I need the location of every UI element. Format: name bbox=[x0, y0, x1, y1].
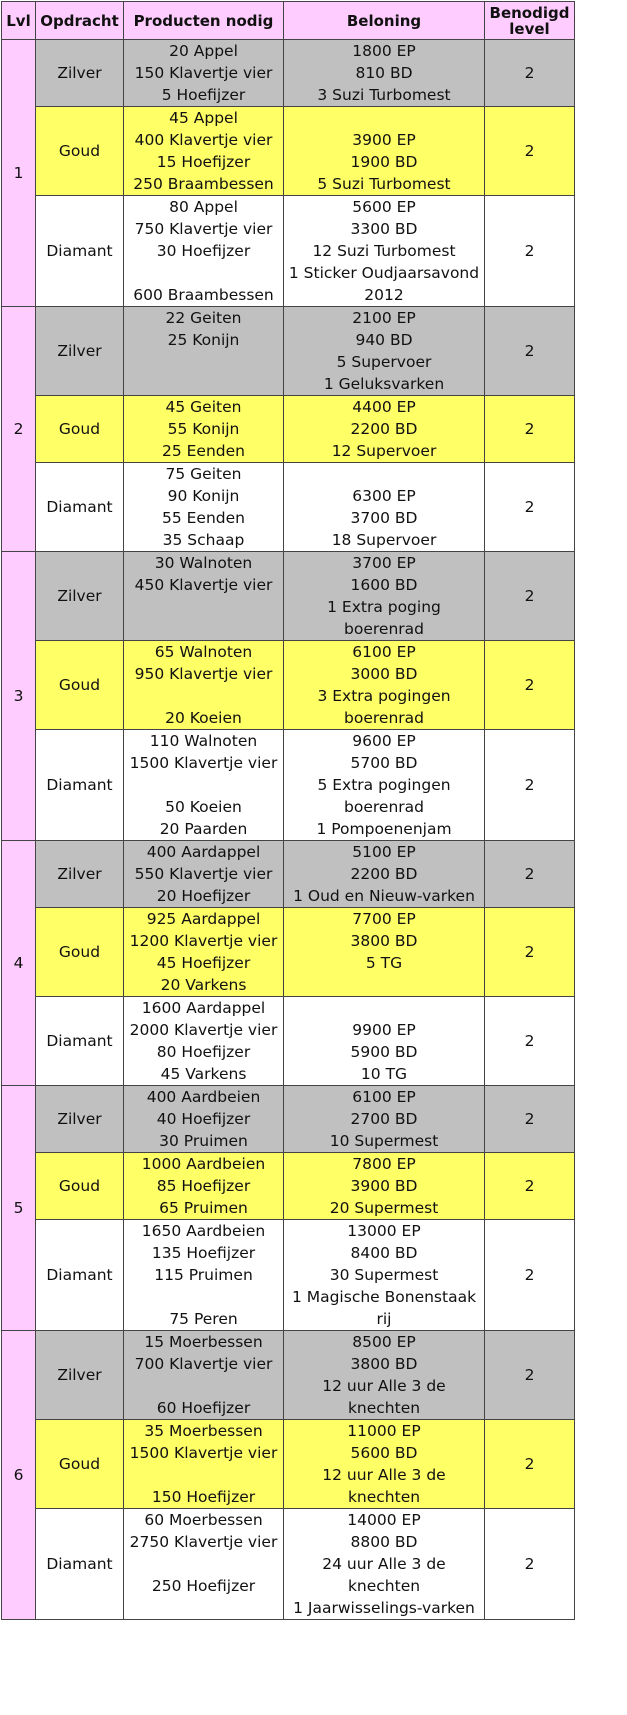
table-row bbox=[2, 107, 575, 196]
product-line: 110 Walnoten bbox=[149, 732, 258, 750]
tier-cell: Goud bbox=[36, 1153, 124, 1220]
product-line: 65 Pruimen bbox=[159, 1199, 248, 1217]
reward-line: 810 BD bbox=[355, 64, 413, 82]
rewards-cell bbox=[284, 997, 485, 1086]
reward-line: 7700 EP bbox=[352, 910, 416, 928]
reward-line: 3 Extra pogingen bbox=[317, 687, 451, 705]
product-line bbox=[124, 685, 283, 707]
level-cell: 1 bbox=[2, 40, 36, 307]
products-cell bbox=[124, 1153, 284, 1220]
product-line: 1200 Klavertje vier bbox=[129, 932, 278, 950]
product-line: 250 Braambessen bbox=[133, 175, 274, 193]
product-line: 35 Schaap bbox=[162, 531, 245, 549]
product-line bbox=[124, 1464, 283, 1486]
table-row bbox=[2, 307, 575, 396]
header-benodigd bbox=[485, 2, 575, 40]
tier-cell: Diamant bbox=[36, 196, 124, 307]
reward-line: 1 Pompoenenjam bbox=[316, 820, 452, 838]
product-line: 925 Aardappel bbox=[146, 910, 261, 928]
required-level-cell: 2 bbox=[485, 552, 575, 641]
rewards-cell bbox=[284, 1420, 485, 1509]
required-level-cell: 2 bbox=[485, 841, 575, 908]
reward-line: 8500 EP bbox=[352, 1333, 416, 1351]
products-cell bbox=[124, 463, 284, 552]
level-cell: 2 bbox=[2, 307, 36, 552]
tier-cell: Goud bbox=[36, 641, 124, 730]
product-line: 115 Pruimen bbox=[154, 1266, 253, 1284]
rewards-cell bbox=[284, 1509, 485, 1620]
reward-line: 18 Supervoer bbox=[331, 531, 437, 549]
product-line: 15 Hoefijzer bbox=[156, 153, 251, 171]
product-line: 65 Walnoten bbox=[154, 643, 253, 661]
product-line: 90 Konijn bbox=[167, 487, 240, 505]
reward-line: knechten bbox=[347, 1577, 421, 1595]
table-row bbox=[2, 1220, 575, 1331]
product-line bbox=[124, 1597, 283, 1619]
required-level-cell: 2 bbox=[485, 1086, 575, 1153]
reward-line: 6100 EP bbox=[352, 1088, 416, 1106]
reward-line: 12 Supervoer bbox=[331, 442, 437, 460]
header-beloning: Beloning bbox=[284, 2, 485, 40]
product-line: 2750 Klavertje vier bbox=[129, 1533, 278, 1551]
product-line: 75 Geiten bbox=[165, 465, 242, 483]
product-line: 5 Hoefijzer bbox=[161, 86, 246, 104]
rewards-cell bbox=[284, 196, 485, 307]
reward-line: 1 Magische Bonenstaak bbox=[291, 1288, 477, 1306]
product-line: 60 Hoefijzer bbox=[156, 1399, 251, 1417]
rewards-cell bbox=[284, 552, 485, 641]
product-line: 450 Klavertje vier bbox=[134, 576, 273, 594]
product-line: 45 Hoefijzer bbox=[156, 954, 251, 972]
tier-cell: Zilver bbox=[36, 1331, 124, 1420]
product-line: 400 Aardbeien bbox=[146, 1088, 261, 1106]
rewards-cell bbox=[284, 641, 485, 730]
reward-line: boerenrad bbox=[344, 798, 424, 816]
product-line bbox=[124, 596, 283, 618]
product-line: 40 Hoefijzer bbox=[156, 1110, 251, 1128]
reward-line: 5 TG bbox=[365, 954, 403, 972]
product-line: 30 Walnoten bbox=[154, 554, 253, 572]
product-line: 1000 Aardbeien bbox=[141, 1155, 266, 1173]
reward-line: 20 Supermest bbox=[329, 1199, 439, 1217]
level-cell: 5 bbox=[2, 1086, 36, 1331]
product-line: 55 Konijn bbox=[167, 420, 240, 438]
rewards-cell bbox=[284, 1331, 485, 1420]
table-row bbox=[2, 1153, 575, 1220]
table-body bbox=[2, 40, 575, 1620]
reward-line bbox=[284, 974, 484, 996]
product-line bbox=[124, 262, 283, 284]
reward-line bbox=[284, 463, 484, 485]
required-level-cell: 2 bbox=[485, 641, 575, 730]
product-line: 700 Klavertje vier bbox=[134, 1355, 273, 1373]
reward-line bbox=[284, 107, 484, 129]
reward-line: 8400 BD bbox=[350, 1244, 418, 1262]
header-benodigd-line: level bbox=[509, 19, 550, 38]
reward-line: rij bbox=[376, 1310, 392, 1328]
products-cell bbox=[124, 40, 284, 107]
tier-cell: Zilver bbox=[36, 40, 124, 107]
reward-line: boerenrad bbox=[344, 709, 424, 727]
required-level-cell: 2 bbox=[485, 307, 575, 396]
product-line bbox=[124, 618, 283, 640]
required-level-cell: 2 bbox=[485, 730, 575, 841]
required-level-cell: 2 bbox=[485, 396, 575, 463]
reward-line: 5 Supervoer bbox=[336, 353, 432, 371]
reward-line: 3300 BD bbox=[350, 220, 418, 238]
reward-line: 24 uur Alle 3 de bbox=[322, 1555, 446, 1573]
product-line: 1650 Aardbeien bbox=[141, 1222, 266, 1240]
reward-line: 2200 BD bbox=[350, 420, 418, 438]
table-row bbox=[2, 40, 575, 107]
reward-line: 12 uur Alle 3 de bbox=[322, 1377, 446, 1395]
product-line: 25 Konijn bbox=[167, 331, 240, 349]
reward-line: 12 Suzi Turbomest bbox=[312, 242, 456, 260]
reward-line bbox=[284, 997, 484, 1019]
table-row bbox=[2, 463, 575, 552]
header-producten: Producten nodig bbox=[124, 2, 284, 40]
reward-line: boerenrad bbox=[344, 620, 424, 638]
product-line: 80 Appel bbox=[169, 198, 238, 216]
reward-line: 9900 EP bbox=[352, 1021, 416, 1039]
product-line: 20 Varkens bbox=[160, 976, 247, 994]
reward-line: 3900 EP bbox=[352, 131, 416, 149]
table-row bbox=[2, 730, 575, 841]
required-level-cell: 2 bbox=[485, 1331, 575, 1420]
reward-line: 1 Sticker Oudjaarsavond bbox=[288, 264, 480, 282]
product-line: 85 Hoefijzer bbox=[156, 1177, 251, 1195]
reward-line: 30 Supermest bbox=[329, 1266, 439, 1284]
rewards-cell bbox=[284, 307, 485, 396]
product-line bbox=[124, 373, 283, 395]
rewards-cell bbox=[284, 396, 485, 463]
product-line: 30 Hoefijzer bbox=[156, 242, 251, 260]
reward-line: 2200 BD bbox=[350, 865, 418, 883]
product-line: 20 Paarden bbox=[159, 820, 248, 838]
product-line: 22 Geiten bbox=[165, 309, 242, 327]
reward-line: 940 BD bbox=[355, 331, 413, 349]
tier-cell: Diamant bbox=[36, 997, 124, 1086]
reward-line: 2700 BD bbox=[350, 1110, 418, 1128]
reward-line: 1800 EP bbox=[352, 42, 416, 60]
product-line: 250 Hoefijzer bbox=[151, 1577, 256, 1595]
table-row bbox=[2, 1086, 575, 1153]
table-row bbox=[2, 552, 575, 641]
reward-line: 1 Extra poging bbox=[327, 598, 441, 616]
reward-line: 12 uur Alle 3 de bbox=[322, 1466, 446, 1484]
reward-line: 6300 EP bbox=[352, 487, 416, 505]
product-line: 950 Klavertje vier bbox=[134, 665, 273, 683]
product-line: 1600 Aardappel bbox=[141, 999, 266, 1017]
rewards-cell bbox=[284, 1220, 485, 1331]
reward-line: 5100 EP bbox=[352, 843, 416, 861]
product-line: 150 Hoefijzer bbox=[151, 1488, 256, 1506]
product-line: 400 Klavertje vier bbox=[134, 131, 273, 149]
reward-line: 4400 EP bbox=[352, 398, 416, 416]
product-line: 75 Peren bbox=[169, 1310, 238, 1328]
product-line: 1500 Klavertje vier bbox=[129, 754, 278, 772]
level-cell: 3 bbox=[2, 552, 36, 841]
table-row bbox=[2, 997, 575, 1086]
reward-line: 1600 BD bbox=[350, 576, 418, 594]
reward-line: 1 Geluksvarken bbox=[323, 375, 445, 393]
reward-line: 11000 EP bbox=[347, 1422, 421, 1440]
products-cell bbox=[124, 1331, 284, 1420]
required-level-cell: 2 bbox=[485, 1153, 575, 1220]
products-cell bbox=[124, 841, 284, 908]
product-line bbox=[124, 1286, 283, 1308]
product-line: 55 Eenden bbox=[161, 509, 245, 527]
table-row bbox=[2, 396, 575, 463]
tier-cell: Zilver bbox=[36, 552, 124, 641]
products-cell bbox=[124, 1509, 284, 1620]
tier-cell: Zilver bbox=[36, 1086, 124, 1153]
product-line: 20 Hoefijzer bbox=[156, 887, 251, 905]
rewards-cell bbox=[284, 463, 485, 552]
product-line: 60 Moerbessen bbox=[144, 1511, 263, 1529]
rewards-cell bbox=[284, 1086, 485, 1153]
table-row bbox=[2, 841, 575, 908]
header-benodigd-line: Benodigd bbox=[489, 3, 570, 22]
reward-line: 5 Extra pogingen bbox=[317, 776, 451, 794]
table-row bbox=[2, 641, 575, 730]
tier-cell: Diamant bbox=[36, 463, 124, 552]
table-row bbox=[2, 1509, 575, 1620]
products-cell bbox=[124, 1086, 284, 1153]
reward-line: 3700 EP bbox=[352, 554, 416, 572]
product-line: 15 Moerbessen bbox=[144, 1333, 263, 1351]
product-line: 25 Eenden bbox=[161, 442, 245, 460]
reward-line: 5 Suzi Turbomest bbox=[317, 175, 451, 193]
reward-line: 1 Oud en Nieuw-varken bbox=[293, 887, 475, 905]
reward-line: 9600 EP bbox=[352, 732, 416, 750]
level-cell: 4 bbox=[2, 841, 36, 1086]
reward-line: 10 TG bbox=[360, 1065, 408, 1083]
product-line: 2000 Klavertje vier bbox=[129, 1021, 278, 1039]
product-line bbox=[124, 351, 283, 373]
header-lvl: Lvl bbox=[2, 2, 36, 40]
products-cell bbox=[124, 1220, 284, 1331]
reward-line: 3 Suzi Turbomest bbox=[317, 86, 451, 104]
product-line bbox=[124, 1553, 283, 1575]
reward-line: 10 Supermest bbox=[329, 1132, 439, 1150]
product-line: 550 Klavertje vier bbox=[134, 865, 273, 883]
reward-line: 3000 BD bbox=[350, 665, 418, 683]
header-row bbox=[2, 2, 575, 40]
products-cell bbox=[124, 908, 284, 997]
required-level-cell: 2 bbox=[485, 196, 575, 307]
product-line: 20 Koeien bbox=[165, 709, 242, 727]
product-line bbox=[124, 774, 283, 796]
product-line: 45 Varkens bbox=[160, 1065, 247, 1083]
reward-line: 3800 BD bbox=[350, 1355, 418, 1373]
product-line: 750 Klavertje vier bbox=[134, 220, 273, 238]
products-cell bbox=[124, 107, 284, 196]
tier-cell: Goud bbox=[36, 908, 124, 997]
rewards-cell bbox=[284, 730, 485, 841]
table-row bbox=[2, 196, 575, 307]
tier-cell: Zilver bbox=[36, 841, 124, 908]
tier-cell: Zilver bbox=[36, 307, 124, 396]
reward-line: 13000 EP bbox=[347, 1222, 421, 1240]
level-cell: 6 bbox=[2, 1331, 36, 1620]
tier-cell: Diamant bbox=[36, 1220, 124, 1331]
required-level-cell: 2 bbox=[485, 997, 575, 1086]
reward-line: 1900 BD bbox=[350, 153, 418, 171]
reward-line: 5700 BD bbox=[350, 754, 418, 772]
products-cell bbox=[124, 641, 284, 730]
reward-line: 2100 EP bbox=[352, 309, 416, 327]
reward-line: 3700 BD bbox=[350, 509, 418, 527]
rewards-cell bbox=[284, 107, 485, 196]
products-cell bbox=[124, 552, 284, 641]
required-level-cell: 2 bbox=[485, 908, 575, 997]
rewards-cell bbox=[284, 841, 485, 908]
reward-line: 1 Jaarwisselings-varken bbox=[293, 1599, 475, 1617]
reward-line: 7800 EP bbox=[352, 1155, 416, 1173]
reward-line: 2012 bbox=[364, 286, 404, 304]
product-line: 35 Moerbessen bbox=[144, 1422, 263, 1440]
products-cell bbox=[124, 307, 284, 396]
required-level-cell: 2 bbox=[485, 463, 575, 552]
tier-cell: Goud bbox=[36, 107, 124, 196]
product-line: 1500 Klavertje vier bbox=[129, 1444, 278, 1462]
products-cell bbox=[124, 730, 284, 841]
reward-line: 3900 BD bbox=[350, 1177, 418, 1195]
product-line: 20 Appel bbox=[169, 42, 238, 60]
product-line bbox=[124, 1375, 283, 1397]
rewards-cell bbox=[284, 40, 485, 107]
required-level-cell: 2 bbox=[485, 1220, 575, 1331]
tier-cell: Diamant bbox=[36, 730, 124, 841]
tier-cell: Goud bbox=[36, 396, 124, 463]
reward-line: 8800 BD bbox=[350, 1533, 418, 1551]
product-line: 135 Hoefijzer bbox=[151, 1244, 256, 1262]
required-level-cell: 2 bbox=[485, 40, 575, 107]
reward-line: 5600 BD bbox=[350, 1444, 418, 1462]
tier-cell: Goud bbox=[36, 1420, 124, 1509]
reward-line: 6100 EP bbox=[352, 643, 416, 661]
products-cell bbox=[124, 997, 284, 1086]
product-line: 45 Geiten bbox=[165, 398, 242, 416]
product-line: 50 Koeien bbox=[165, 798, 242, 816]
product-line: 150 Klavertje vier bbox=[134, 64, 273, 82]
table-row bbox=[2, 1420, 575, 1509]
reward-line: 5900 BD bbox=[350, 1043, 418, 1061]
product-line: 45 Appel bbox=[169, 109, 238, 127]
header-opdracht: Opdracht bbox=[36, 2, 124, 40]
quest-table bbox=[1, 1, 575, 1620]
reward-line: knechten bbox=[347, 1488, 421, 1506]
product-line: 600 Braambessen bbox=[133, 286, 274, 304]
products-cell bbox=[124, 1420, 284, 1509]
products-cell bbox=[124, 396, 284, 463]
table-row bbox=[2, 1331, 575, 1420]
product-line: 80 Hoefijzer bbox=[156, 1043, 251, 1061]
required-level-cell: 2 bbox=[485, 1509, 575, 1620]
rewards-cell bbox=[284, 908, 485, 997]
table-row bbox=[2, 908, 575, 997]
reward-line: 14000 EP bbox=[347, 1511, 421, 1529]
product-line: 400 Aardappel bbox=[146, 843, 261, 861]
rewards-cell bbox=[284, 1153, 485, 1220]
required-level-cell: 2 bbox=[485, 107, 575, 196]
products-cell bbox=[124, 196, 284, 307]
reward-line: 3800 BD bbox=[350, 932, 418, 950]
required-level-cell: 2 bbox=[485, 1420, 575, 1509]
tier-cell: Diamant bbox=[36, 1509, 124, 1620]
reward-line: 5600 EP bbox=[352, 198, 416, 216]
reward-line: knechten bbox=[347, 1399, 421, 1417]
product-line: 30 Pruimen bbox=[159, 1132, 248, 1150]
